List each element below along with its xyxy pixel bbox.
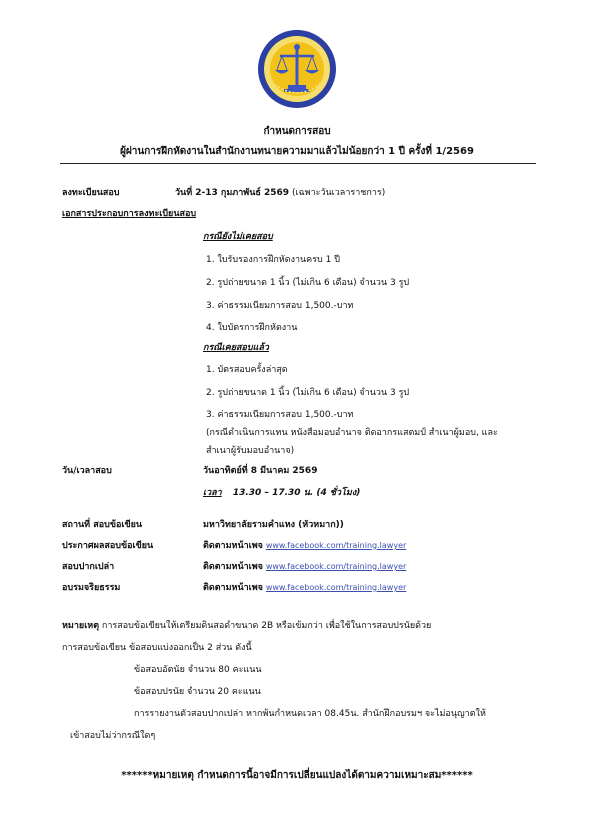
exam-time-line: [203, 485, 360, 499]
exam-location-value: มหาวิทยาลัยรามคำแหง (หัวหมาก)): [203, 520, 344, 530]
group-retake-item: 3. ค่าธรรมเนียมการสอบ 1,500.-บาท: [206, 410, 354, 420]
written-results-label: ประกาศผลสอบข้อเขียน: [62, 541, 154, 551]
group-retake-item: (กรณีดำเนินการแทน หนังสือมอบอำนาจ ติดอากรแสตมป์ สำเนาผู้มอบ, และ: [206, 428, 498, 438]
oral-exam-label: สอบปากเปล่า: [62, 562, 115, 572]
ethics-training-value: [203, 580, 406, 594]
exam-time-value: 13.30 – 17.30 น. (4 ชั่วโมง): [232, 488, 361, 498]
page-subtitle: ผู้ผ่านการฝึกหัดงานในสำนักงานทนายความมาแล้วไม่น้อยกว่า 1 ปี ครั้งที่ 1/2569: [120, 146, 474, 157]
registration-note: (เฉพาะวันเวลาราชการ): [291, 188, 386, 198]
written-results-value: [203, 538, 406, 552]
group-retake-item: 1. บัตรสอบครั้งล่าสุด: [206, 365, 288, 375]
group-retake-item: 2. รูปถ่ายขนาด 1 นิ้ว (ไม่เกิน 6 เดือน) จำนวน 3 รูป: [206, 388, 410, 398]
group-new-item: 1. ใบรับรองการฝึกหัดงานครบ 1 ปี: [206, 255, 340, 265]
lawyers-council-logo: [256, 28, 338, 110]
group-new-heading: กรณียังไม่เคยสอบ: [203, 232, 273, 242]
remarks-label: หมายเหตุ: [62, 621, 100, 631]
ethics-training-label: อบรมจริยธรรม: [62, 583, 121, 593]
registration-label: ลงทะเบียนสอบ: [62, 188, 120, 198]
follow-page-text: ติดตามหน้าเพจ: [203, 583, 263, 593]
footer-note: ******หมายเหตุ กำหนดการนี้อาจมีการเปลี่ยนแปลงได้ตามความเหมาะสม******: [121, 770, 473, 781]
follow-page-text: ติดตามหน้าเพจ: [203, 541, 263, 551]
facebook-link[interactable]: www.facebook.com/training.lawyer: [265, 562, 407, 571]
group-new-item: 4. ใบบัตรการฝึกหัดงาน: [206, 323, 298, 333]
header-divider: [60, 163, 536, 164]
group-retake-item: สำเนาผู้รับมอบอำนาจ): [206, 446, 295, 456]
remarks-line-4: ข้อสอบปรนัย จำนวน 20 คะแนน: [134, 687, 261, 697]
page-title: กำหนดการสอบ: [263, 126, 331, 137]
group-new-item: 2. รูปถ่ายขนาด 1 นิ้ว (ไม่เกิน 6 เดือน) จำนวน 3 รูป: [206, 278, 410, 288]
facebook-link[interactable]: www.facebook.com/training.lawyer: [265, 583, 407, 592]
remarks-text-1: การสอบข้อเขียนให้เตรียมดินสอดำขนาด 2B หรือเข้มกว่า เพื่อใช้ในการสอบปรนัยด้วย: [101, 621, 432, 631]
remarks-line-1: [62, 618, 431, 632]
follow-page-text: ติดตามหน้าเพจ: [203, 562, 263, 572]
group-new-item: 3. ค่าธรรมเนียมการสอบ 1,500.-บาท: [206, 301, 354, 311]
remarks-line-5: การรายงานตัวสอบปากเปล่า หากพ้นกำหนดเวลา 08.45น. สำนักฝึกอบรมฯ จะไม่อนุญาตให้: [134, 709, 486, 719]
documents-heading: เอกสารประกอบการลงทะเบียนสอบ: [62, 209, 197, 219]
registration-date: วันที่ 2-13 กุมภาพันธ์ 2569: [175, 188, 290, 198]
remarks-line-3: ข้อสอบอัตนัย จำนวน 80 คะแนน: [134, 665, 262, 675]
exam-date: วันอาทิตย์ที่ 8 มีนาคม 2569: [203, 466, 318, 476]
remarks-line-6: เข้าสอบไม่ว่ากรณีใดๆ: [70, 731, 156, 741]
oral-exam-value: [203, 559, 406, 573]
facebook-link[interactable]: www.facebook.com/training.lawyer: [265, 541, 407, 550]
exam-time-label: วัน/เวลาสอบ: [62, 466, 112, 476]
remarks-line-2: การสอบข้อเขียน ข้อสอบแบ่งออกเป็น 2 ส่วน ดังนี้: [62, 643, 252, 653]
exam-time-label-word: เวลา: [203, 488, 222, 498]
registration-date-line: [175, 185, 385, 199]
group-retake-heading: กรณีเคยสอบแล้ว: [203, 343, 269, 353]
exam-location-label: สถานที่ สอบข้อเขียน: [62, 520, 143, 530]
